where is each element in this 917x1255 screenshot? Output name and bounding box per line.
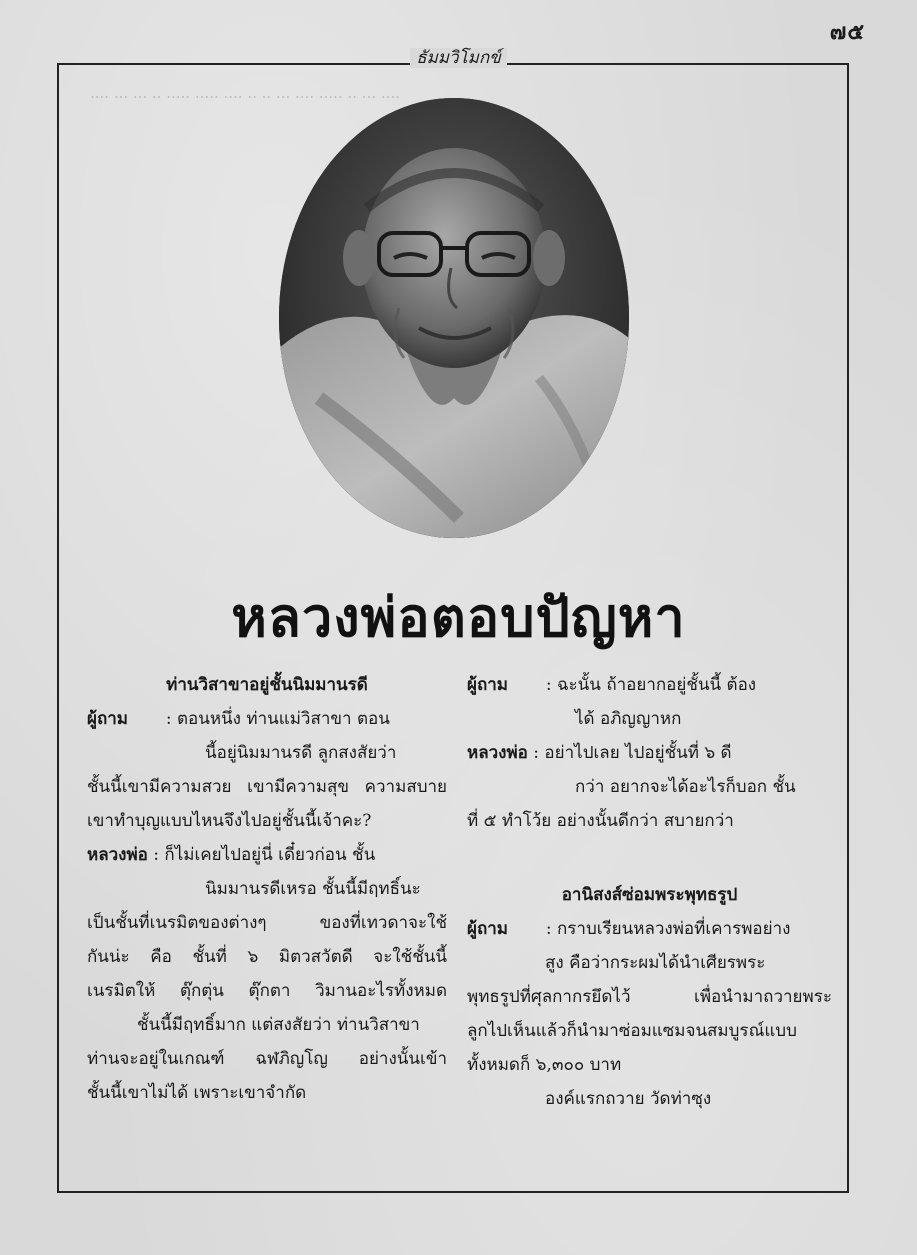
speaker-label: หลวงพ่อ <box>467 743 528 763</box>
section-title: ท่านวิสาขาอยู่ชั้นนิมมานรดี <box>166 675 368 695</box>
line-text: : ก็ไม่เคยไปอยู่นี่ เดี๋ยวก่อน ชั้น <box>153 845 376 865</box>
qa-line: ชั้นนี้มีฤทธิ์มาก แต่สงสัยว่า ท่านวิสาขา <box>137 1015 420 1035</box>
qa-line: ลูกไปเห็นแล้วก็นำมาซ่อมแซมจนสมบูรณ์แบบ <box>467 1021 797 1041</box>
qa-line: นี้อยู่นิมมานรดี ลูกสงสัยว่า <box>205 743 397 763</box>
qa-line <box>87 702 447 736</box>
qa-line: นิมมานรดีเหรอ ชั้นนี้มีฤทธิ์นะ <box>205 879 421 899</box>
qa-line <box>467 736 832 770</box>
qa-line: เขาทำบุญแบบไหนจึงไปอยู่ชั้นนี้เจ้าคะ? <box>87 811 372 831</box>
portrait-photo <box>279 98 629 538</box>
line-text: : ฉะนั้น ถ้าอยากอยู่ชั้นนี้ ต้อง <box>545 675 757 695</box>
right-column <box>467 668 832 1116</box>
article-title: หลวงพ่อตอบปัญหา <box>231 586 686 649</box>
qa-line: ท่านจะอยู่ในเกณฑ์ ฉฬภิญโญ อย่างนั้นเข้า <box>87 1049 447 1069</box>
section-title: อานิสงส์ซ่อมพระพุทธรูป <box>561 885 738 905</box>
qa-line: พุทธรูปที่ศุลกากรยึดไว้ เพื่อนำมาถวายพระ <box>467 987 832 1007</box>
qa-line: เนรมิตให้ ตุ๊กตุ่น ตุ๊กตา วิมานอะไรทั้งหมด <box>87 981 447 1001</box>
qa-line <box>467 912 832 946</box>
qa-line: สูง คือว่ากระผมได้นำเศียรพระ <box>545 953 766 973</box>
running-header-text: ธัมมวิโมกข์ <box>410 48 507 68</box>
line-text: : อย่าไปเลย ไปอยู่ชั้นที่ ๖ ดี <box>533 743 732 763</box>
qa-line: ชั้นนี้เขามีความสวย เขามีความสุข ความสบาย <box>87 777 447 797</box>
speaker-label: ผู้ถาม <box>467 919 509 939</box>
qa-line: กันน่ะ คือ ชั้นที่ ๖ มิตวสวัตดี จะใช้ชั้นนี้ <box>87 947 447 967</box>
speaker-label: หลวงพ่อ <box>87 845 148 865</box>
spacer <box>467 858 832 878</box>
qa-line: ทั้งหมดก็ ๖,๓๐๐ บาท <box>467 1055 622 1075</box>
portrait-illustration <box>279 98 629 538</box>
left-column <box>87 668 447 1110</box>
spacer <box>467 838 832 858</box>
page-number: ๗๕ <box>829 20 865 45</box>
qa-line: ได้ อภิญญาหก <box>575 709 682 729</box>
speaker-label: ผู้ถาม <box>87 709 129 729</box>
line-text: : กราบเรียนหลวงพ่อที่เคารพอย่าง <box>545 919 791 939</box>
qa-line <box>87 838 447 872</box>
running-header <box>0 44 917 71</box>
qa-line <box>467 668 832 702</box>
bleed-through-text: ···· ··· ··· ·· ····· ····· ···· ·· ·· ··· ···· ····· ·· ··· ···· <box>90 88 400 106</box>
line-text: : ตอนหนึ่ง ท่านแม่วิสาขา ตอน <box>165 709 390 729</box>
qa-line: ชั้นนี้เขาไม่ได้ เพราะเขาจำกัด <box>87 1083 307 1103</box>
qa-line: เป็นชั้นที่เนรมิตของต่างๆ ของที่เทวดาจะใช้ <box>87 913 447 933</box>
qa-line: กว่า อยากจะได้อะไรก็บอก ชั้น <box>575 777 796 797</box>
qa-line: ที่ ๕ ทำโว้ย อย่างนั้นดีกว่า สบายกว่า <box>467 811 734 831</box>
speaker-label: ผู้ถาม <box>467 675 509 695</box>
qa-line: องค์แรกถวาย วัดท่าซุง <box>545 1089 712 1109</box>
